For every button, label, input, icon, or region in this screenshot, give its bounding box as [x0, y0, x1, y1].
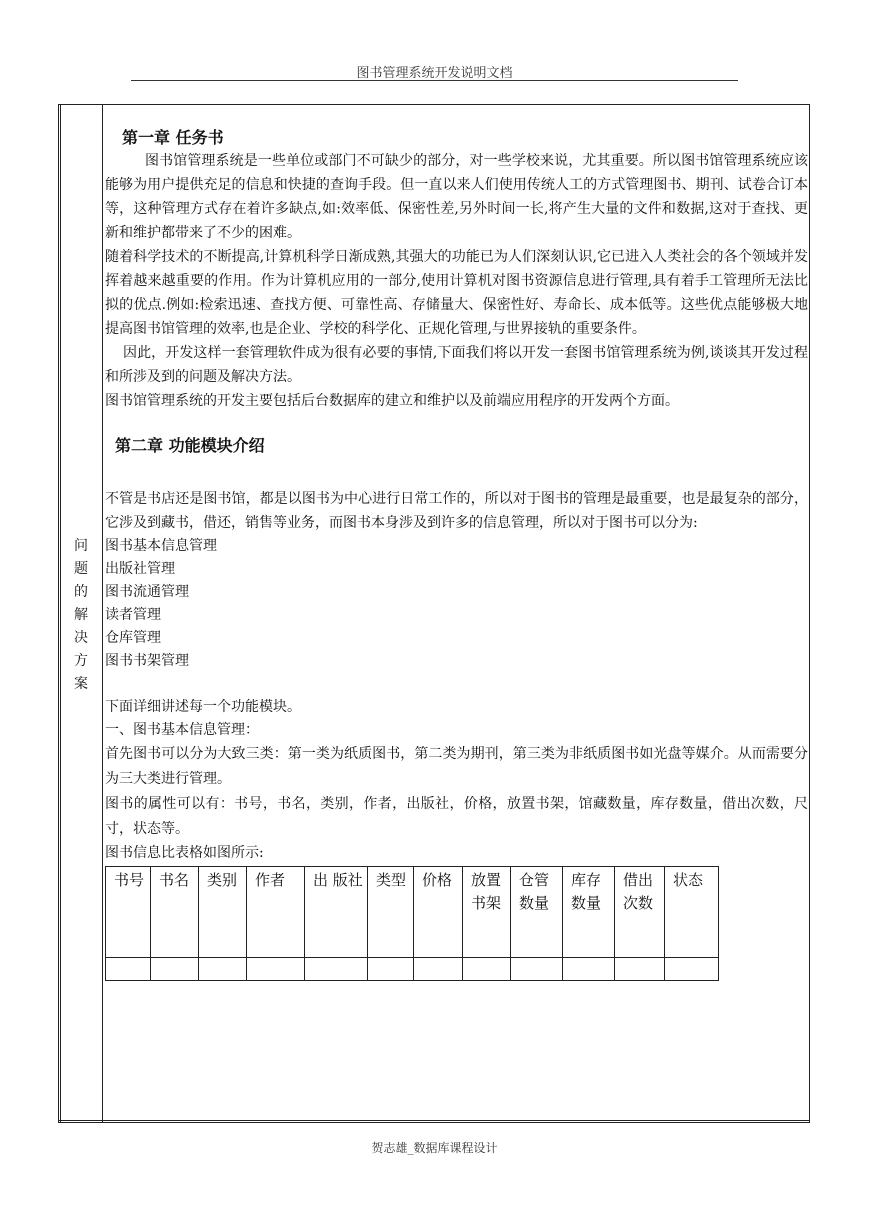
module-item: 读者管理 — [105, 607, 161, 623]
side-label: 问题的解决方案 — [74, 538, 88, 692]
table-row — [106, 958, 719, 981]
table-header-cell: 类别 — [199, 867, 247, 958]
chapter2-intro: 不管是书店还是图书馆，都是以图书为中心进行日常工作的，所以对于图书的管理是最重要，也是最复杂的部分，它涉及到藏书，借还，销售等业务，而图书本身涉及到许多的信息管理，所以对于图书可以分为: — [105, 491, 808, 531]
table-header-cell: 借出次数 — [615, 867, 665, 958]
module-item: 图书流通管理 — [105, 584, 189, 600]
section1-paragraph: 图书的属性可以有：书号，书名，类别，作者，出版社，价格，放置书架，馆藏数量，库存数量，借出次数，尺寸，状态等。 — [105, 796, 808, 837]
table-header-cell: 价格 — [414, 867, 463, 958]
table-header-row — [106, 867, 719, 958]
chapter1-heading: 第一章 任务书 — [122, 128, 224, 147]
section1-paragraph: 首先图书可以分为大致三类：第一类为纸质图书，第二类为期刊，第三类为非纸质图书如光盘等媒介。从而需要分为三大类进行管理。 — [105, 746, 808, 787]
chapter1-paragraph: 图书馆管理系统的开发主要包括后台数据库的建立和维护以及前端应用程序的开发两个方面。 — [105, 393, 679, 409]
table-header-cell: 书名 — [151, 867, 199, 958]
table-header-cell: 类型 — [368, 867, 414, 958]
section1-title: 一、图书基本信息管理： — [105, 722, 259, 738]
module-item: 出版社管理 — [105, 561, 175, 577]
module-item: 图书基本信息管理 — [105, 538, 217, 554]
table-header-cell: 书号 — [106, 867, 151, 958]
table-caption: 图书信息比表格如图所示: — [105, 845, 264, 861]
module-item: 图书书架管理 — [105, 653, 189, 669]
book-info-table — [105, 866, 719, 981]
table-header-cell: 状态 — [665, 867, 719, 958]
chapter1-paragraph: 因此，开发这样一套管理软件成为很有必要的事情,下面我们将以开发一套图书馆管理系统为例,谈谈其开发过程和所涉及到的问题及解决方法。 — [105, 345, 808, 385]
table-header-cell: 作者 — [247, 867, 305, 958]
chapter2-heading: 第二章 功能模块介绍 — [115, 436, 265, 455]
main-content — [105, 120, 808, 981]
page-header: 图书管理系统开发说明文档 — [356, 66, 513, 81]
module-item: 仓库管理 — [105, 630, 161, 646]
chapter1-paragraph: 图书馆管理系统是一些单位或部门不可缺少的部分，对一些学校来说，尤其重要。所以图书馆管理系统应该能够为用户提供充足的信息和快捷的查询手段。但一直以来人们使用传统人工的方式管理图书、期刊、试卷合订本等，这种管理方式存在着许多缺点,如:效率低、保密性差,另外时间一长,将产生大量的文件和数据,这对于查找、更新和维护都带来了不少的困难。 — [105, 153, 808, 241]
table-header-cell: 仓管数量 — [511, 867, 563, 958]
page-footer: 贺志雄_数据库课程设计 — [371, 1141, 498, 1155]
table-header-cell: 出 版社 — [305, 867, 368, 958]
table-header-cell: 放置书架 — [463, 867, 511, 958]
chapter1-paragraph: 随着科学技术的不断提高,计算机科学日渐成熟,其强大的功能已为人们深刻认识,它已进入人类社会的各个领域并发挥着越来越重要的作用。作为计算机应用的一部分,使用计算机对图书资源信息进行管理,具有着手工管理所无法比拟的优点.例如:检索迅速、查找方便、可靠性高、存储量大、保密性好、寿命长、成本低等。这些优点能够极大地提高图书馆管理的效率,也是企业、学校的科学化、正规化管理,与世界接轨的重要条件。 — [105, 249, 808, 337]
header-rule — [131, 80, 738, 81]
detail-intro: 下面详细讲述每一个功能模块。 — [105, 699, 301, 715]
table-header-cell: 库存数量 — [563, 867, 615, 958]
